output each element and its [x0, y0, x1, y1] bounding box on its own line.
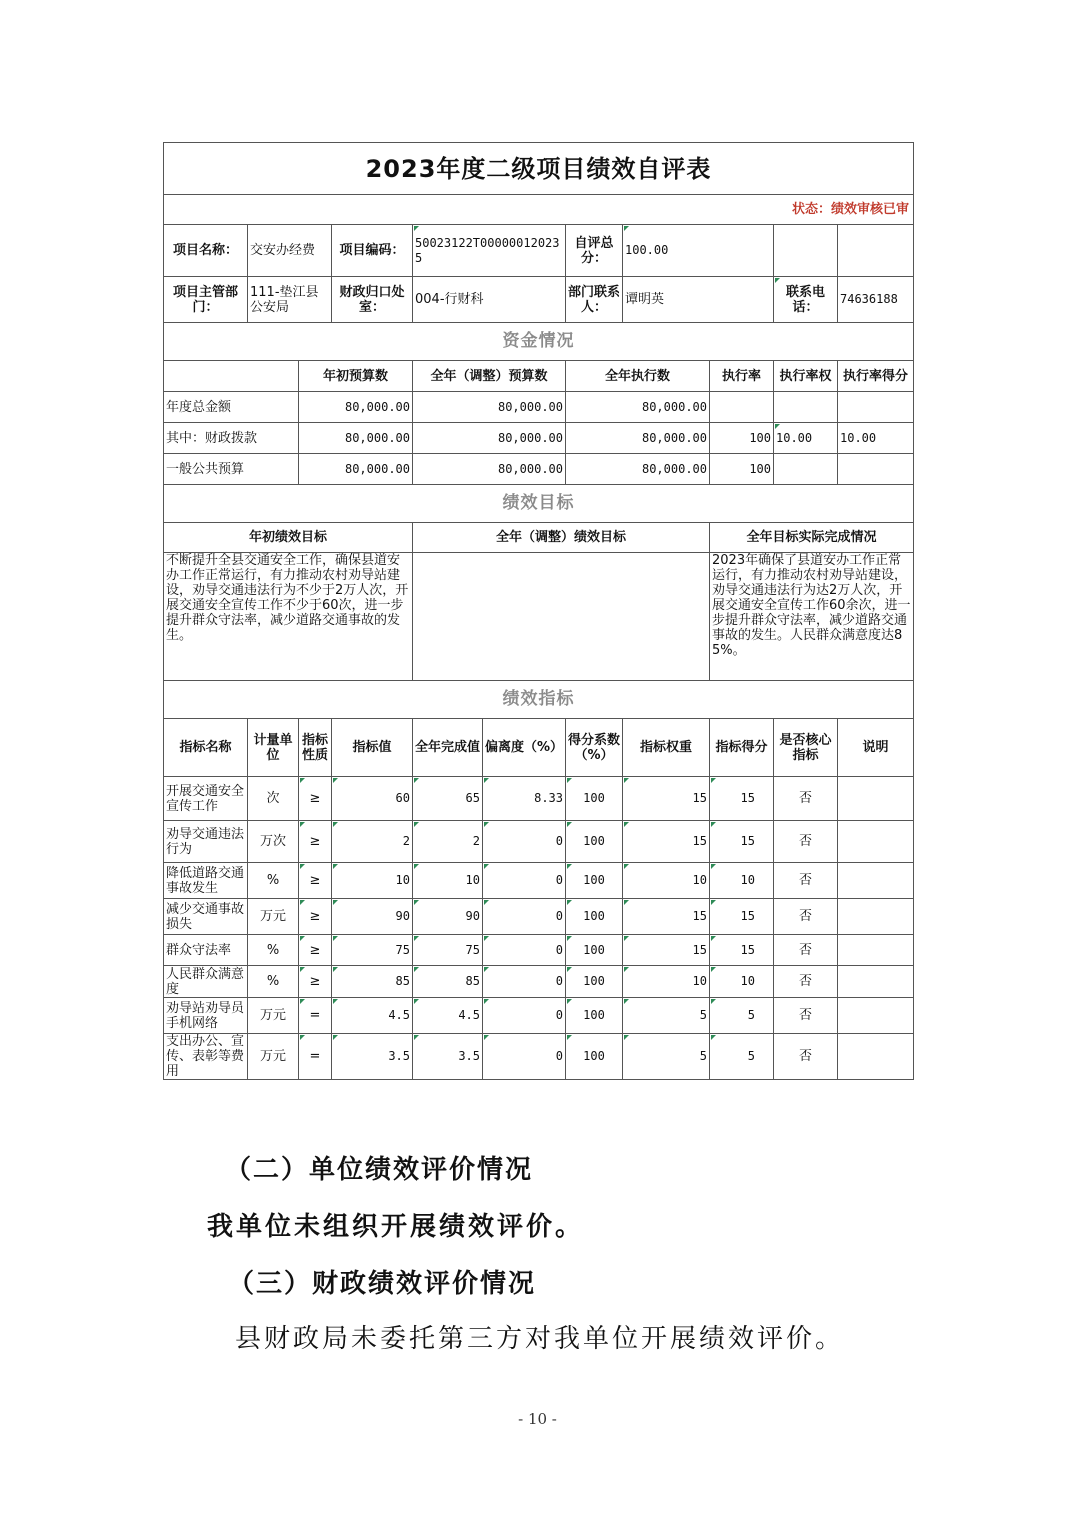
table-row	[164, 998, 914, 1034]
indicator-nature: =	[299, 998, 332, 1034]
indicator-done: 10	[413, 863, 483, 899]
paragraph-unit-evaluation: 我单位未组织开展绩效评价。	[207, 1212, 585, 1242]
indicator-deviation: 8.33	[483, 777, 566, 821]
contact-value: 谭明英	[623, 277, 774, 323]
indicator-score: 5	[710, 1034, 774, 1080]
indicator-target: 2	[332, 821, 413, 863]
empty-cell	[774, 225, 838, 277]
indicator-core: 否	[774, 1034, 838, 1080]
table-title: 2023年度二级项目绩效自评表	[164, 143, 914, 195]
phone-label: 联系电话：	[774, 277, 838, 323]
funds-row-name: 其中：财政拨款	[164, 423, 299, 454]
funds-adjusted: 80,000.00	[413, 392, 566, 423]
indicator-done: 2	[413, 821, 483, 863]
indicator-core: 否	[774, 998, 838, 1034]
table-row	[164, 899, 914, 935]
indicator-name: 群众守法率	[164, 935, 248, 966]
funds-weight: 10.00	[774, 423, 838, 454]
indicator-coefficient: 100	[566, 998, 623, 1034]
funds-header: 执行率	[710, 361, 774, 392]
indicator-nature: =	[299, 1034, 332, 1080]
indicator-note	[838, 1034, 914, 1080]
indicator-deviation: 0	[483, 966, 566, 998]
indicator-core: 否	[774, 899, 838, 935]
indicator-weight: 5	[623, 1034, 710, 1080]
indicator-target: 4.5	[332, 998, 413, 1034]
indicator-score: 15	[710, 899, 774, 935]
indicator-name: 支出办公、宣传、表彰等费用	[164, 1034, 248, 1080]
funds-score	[838, 454, 914, 485]
project-code-value: 50023122T000000120235	[413, 225, 566, 277]
indicator-nature: ≥	[299, 899, 332, 935]
indicator-target: 60	[332, 777, 413, 821]
indicator-score: 10	[710, 966, 774, 998]
indicator-score: 15	[710, 821, 774, 863]
indicator-header: 指标权重	[623, 719, 710, 777]
funds-header: 全年（调整）预算数	[413, 361, 566, 392]
indicator-header: 得分系数（%）	[566, 719, 623, 777]
paragraph-finance-evaluation: 县财政局未委托第三方对我单位开展绩效评价。	[235, 1324, 845, 1354]
indicator-header: 是否核心指标	[774, 719, 838, 777]
funds-weight	[774, 392, 838, 423]
indicator-unit: %	[248, 966, 299, 998]
indicator-weight: 10	[623, 966, 710, 998]
funds-header-blank	[164, 361, 299, 392]
indicator-weight: 15	[623, 821, 710, 863]
indicator-header: 全年完成值	[413, 719, 483, 777]
funds-rate	[710, 392, 774, 423]
indicator-header: 指标性质	[299, 719, 332, 777]
dept-value: 111-垫江县公安局	[248, 277, 332, 323]
indicator-deviation: 0	[483, 1034, 566, 1080]
status-label: 状态：绩效审核已审	[164, 195, 914, 225]
indicator-deviation: 0	[483, 863, 566, 899]
indicator-header: 偏离度（%）	[483, 719, 566, 777]
indicator-weight: 5	[623, 998, 710, 1034]
indicator-name: 劝导交通违法行为	[164, 821, 248, 863]
funds-adjusted: 80,000.00	[413, 423, 566, 454]
indicator-target: 3.5	[332, 1034, 413, 1080]
table-row	[164, 935, 914, 966]
indicator-done: 75	[413, 935, 483, 966]
funds-executed: 80,000.00	[566, 454, 710, 485]
indicator-score: 10	[710, 863, 774, 899]
indicator-weight: 10	[623, 863, 710, 899]
indicator-unit: 万元	[248, 899, 299, 935]
indicator-unit: %	[248, 935, 299, 966]
funds-initial: 80,000.00	[299, 423, 413, 454]
indicator-deviation: 0	[483, 998, 566, 1034]
phone-value: 74636188	[838, 277, 914, 323]
funds-header: 执行率得分	[838, 361, 914, 392]
funds-row	[164, 454, 914, 485]
indicator-weight: 15	[623, 935, 710, 966]
funds-row-name: 一般公共预算	[164, 454, 299, 485]
indicator-deviation: 0	[483, 935, 566, 966]
indicator-header: 说明	[838, 719, 914, 777]
goals-actual-text: 2023年确保了县道安办工作正常运行，有力推动农村劝导站建设，劝导交通违法行为达2万人次，开展交通安全宣传工作60余次，进一步提升群众守法率，减少道路交通事故的发生。人民群众满意度达85%。	[710, 553, 914, 681]
goals-header-actual: 全年目标实际完成情况	[710, 523, 914, 553]
indicator-note	[838, 998, 914, 1034]
goals-section-header: 绩效目标	[164, 485, 914, 523]
indicator-header: 计量单位	[248, 719, 299, 777]
indicator-name: 减少交通事故损失	[164, 899, 248, 935]
funds-score	[838, 392, 914, 423]
indicator-deviation: 0	[483, 899, 566, 935]
indicator-unit: 万元	[248, 1034, 299, 1080]
funds-executed: 80,000.00	[566, 392, 710, 423]
indicator-done: 65	[413, 777, 483, 821]
indicator-done: 85	[413, 966, 483, 998]
indicator-coefficient: 100	[566, 935, 623, 966]
indicator-note	[838, 935, 914, 966]
indicator-name: 人民群众满意度	[164, 966, 248, 998]
project-name-value: 交安办经费	[248, 225, 332, 277]
funds-row-name: 年度总金额	[164, 392, 299, 423]
indicator-coefficient: 100	[566, 863, 623, 899]
goals-adjusted-text	[413, 553, 710, 681]
finance-label: 财政归口处室：	[332, 277, 413, 323]
indicator-unit: %	[248, 863, 299, 899]
dept-label: 项目主管部门：	[164, 277, 248, 323]
table-row	[164, 863, 914, 899]
contact-label: 部门联系人：	[566, 277, 623, 323]
goals-initial-text: 不断提升全县交通安全工作，确保县道安办工作正常运行，有力推动农村劝导站建设，劝导交通违法行为不少于2万人次，开展交通安全宣传工作不少于60次，进一步提升群众守法率，减少道路交通事故的发生。	[164, 553, 413, 681]
finance-value: 004-行财科	[413, 277, 566, 323]
funds-row	[164, 423, 914, 454]
indicator-done: 90	[413, 899, 483, 935]
table-row	[164, 966, 914, 998]
indicator-unit: 万元	[248, 998, 299, 1034]
indicator-coefficient: 100	[566, 899, 623, 935]
indicator-name: 开展交通安全宣传工作	[164, 777, 248, 821]
indicator-unit: 万次	[248, 821, 299, 863]
indicator-coefficient: 100	[566, 1034, 623, 1080]
indicator-target: 75	[332, 935, 413, 966]
funds-rate: 100	[710, 454, 774, 485]
indicator-score: 15	[710, 777, 774, 821]
project-code-label: 项目编码：	[332, 225, 413, 277]
funds-weight	[774, 454, 838, 485]
heading-unit-evaluation: （二）单位绩效评价情况	[225, 1155, 534, 1185]
performance-table	[163, 142, 914, 1080]
empty-cell	[838, 225, 914, 277]
indicator-done: 4.5	[413, 998, 483, 1034]
indicator-note	[838, 821, 914, 863]
self-score-value: 100.00	[623, 225, 774, 277]
indicator-coefficient: 100	[566, 777, 623, 821]
indicator-deviation: 0	[483, 821, 566, 863]
indicator-nature: ≥	[299, 821, 332, 863]
indicator-weight: 15	[623, 777, 710, 821]
indicator-done: 3.5	[413, 1034, 483, 1080]
funds-header: 全年执行数	[566, 361, 710, 392]
indicator-coefficient: 100	[566, 821, 623, 863]
self-score-label: 自评总分：	[566, 225, 623, 277]
table-row	[164, 1034, 914, 1080]
indicator-core: 否	[774, 863, 838, 899]
indicator-name: 降低道路交通事故发生	[164, 863, 248, 899]
funds-rate: 100	[710, 423, 774, 454]
page-number: - 10 -	[518, 1410, 557, 1428]
indicator-target: 85	[332, 966, 413, 998]
indicator-coefficient: 100	[566, 966, 623, 998]
indicator-note	[838, 777, 914, 821]
indicator-nature: ≥	[299, 777, 332, 821]
indicator-note	[838, 966, 914, 998]
indicator-nature: ≥	[299, 935, 332, 966]
indicator-core: 否	[774, 966, 838, 998]
funds-adjusted: 80,000.00	[413, 454, 566, 485]
indicator-rows	[164, 777, 914, 1080]
project-name-label: 项目名称：	[164, 225, 248, 277]
indicator-header: 指标得分	[710, 719, 774, 777]
funds-header: 执行率权	[774, 361, 838, 392]
funds-header: 年初预算数	[299, 361, 413, 392]
indicator-core: 否	[774, 935, 838, 966]
table-row	[164, 821, 914, 863]
table-row	[164, 777, 914, 821]
indicator-core: 否	[774, 777, 838, 821]
indicator-note	[838, 899, 914, 935]
indicator-note	[838, 863, 914, 899]
goals-header-adjusted: 全年（调整）绩效目标	[413, 523, 710, 553]
indicator-name: 劝导站劝导员手机网络	[164, 998, 248, 1034]
indicators-section-header: 绩效指标	[164, 681, 914, 719]
indicator-weight: 15	[623, 899, 710, 935]
indicator-header: 指标值	[332, 719, 413, 777]
funds-initial: 80,000.00	[299, 392, 413, 423]
indicator-header: 指标名称	[164, 719, 248, 777]
funds-row	[164, 392, 914, 423]
funds-executed: 80,000.00	[566, 423, 710, 454]
indicator-score: 15	[710, 935, 774, 966]
heading-finance-evaluation: （三）财政绩效评价情况	[228, 1269, 537, 1299]
indicator-score: 5	[710, 998, 774, 1034]
indicator-unit: 次	[248, 777, 299, 821]
funds-section-header: 资金情况	[164, 323, 914, 361]
indicator-target: 10	[332, 863, 413, 899]
indicator-core: 否	[774, 821, 838, 863]
goals-header-initial: 年初绩效目标	[164, 523, 413, 553]
indicator-target: 90	[332, 899, 413, 935]
funds-score: 10.00	[838, 423, 914, 454]
funds-initial: 80,000.00	[299, 454, 413, 485]
indicator-nature: ≥	[299, 966, 332, 998]
indicator-nature: ≥	[299, 863, 332, 899]
